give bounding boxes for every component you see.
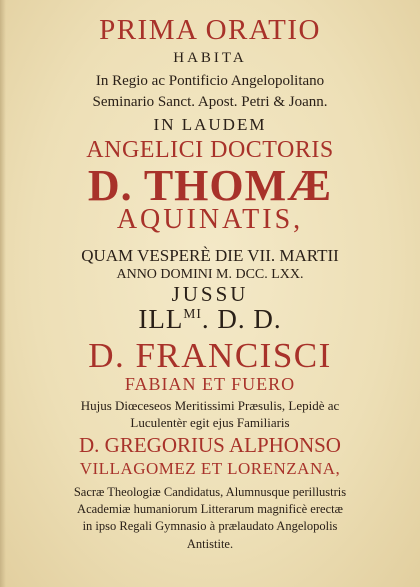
line-angelici-doctoris: ANGELICI DOCTORIS xyxy=(86,137,334,163)
line-d-francisci: D. FRANCISCI xyxy=(88,336,332,375)
illmi-main: ILL xyxy=(138,304,184,334)
line-jussu: JUSSU xyxy=(171,282,249,306)
line-luculenter: Luculentèr egit ejus Familiaris xyxy=(130,415,290,430)
line-aquinatis: AQUINATIS, xyxy=(116,204,304,235)
line-anno-domini: ANNO DOMINI M. DCC. LXX. xyxy=(116,267,304,282)
line-d-gregorius: D. GREGORIUS ALPHONSO xyxy=(79,433,341,457)
line-illmi-d-d xyxy=(0,306,420,333)
line-quam-vespere: QUAM VESPERÈ DIE VII. MARTII xyxy=(81,246,339,265)
illmi-superscript: MI xyxy=(183,306,202,322)
illmi-rest: . D. D. xyxy=(201,304,282,334)
line-in-laudem: IN LAUDEM xyxy=(153,115,267,134)
line-in-regio: In Regio ac Pontificio Angelopolitano xyxy=(95,73,325,89)
line-in-ipso: in ipso Regali Gymnasio à prælaudato Angelopolis xyxy=(82,519,338,533)
line-antistite: Antistite. xyxy=(186,537,234,551)
line-villagomez: VILLAGOMEZ ET LORENZANA, xyxy=(79,459,341,478)
line-fabian-et-fuero: FABIAN ET FUERO xyxy=(124,374,296,394)
line-seminario: Seminario Sanct. Apost. Petri & Joann. xyxy=(92,94,328,110)
line-academiae: Academiæ humaniorum Litterarum magnificè erectæ xyxy=(77,502,343,516)
line-sacrae-theologiae: Sacræ Theologiæ Candidatus, Alumnusque perillustris xyxy=(73,485,347,499)
line-d-thomae: D. THOMÆ xyxy=(87,161,333,210)
line-habita: HABITA xyxy=(173,50,247,66)
title-line-prima-oratio: PRIMA ORATIO xyxy=(99,14,321,46)
line-hujus-dioeceseos: Hujus Diœceseos Meritissimi Præsulis, Lepidè ac xyxy=(80,398,340,413)
